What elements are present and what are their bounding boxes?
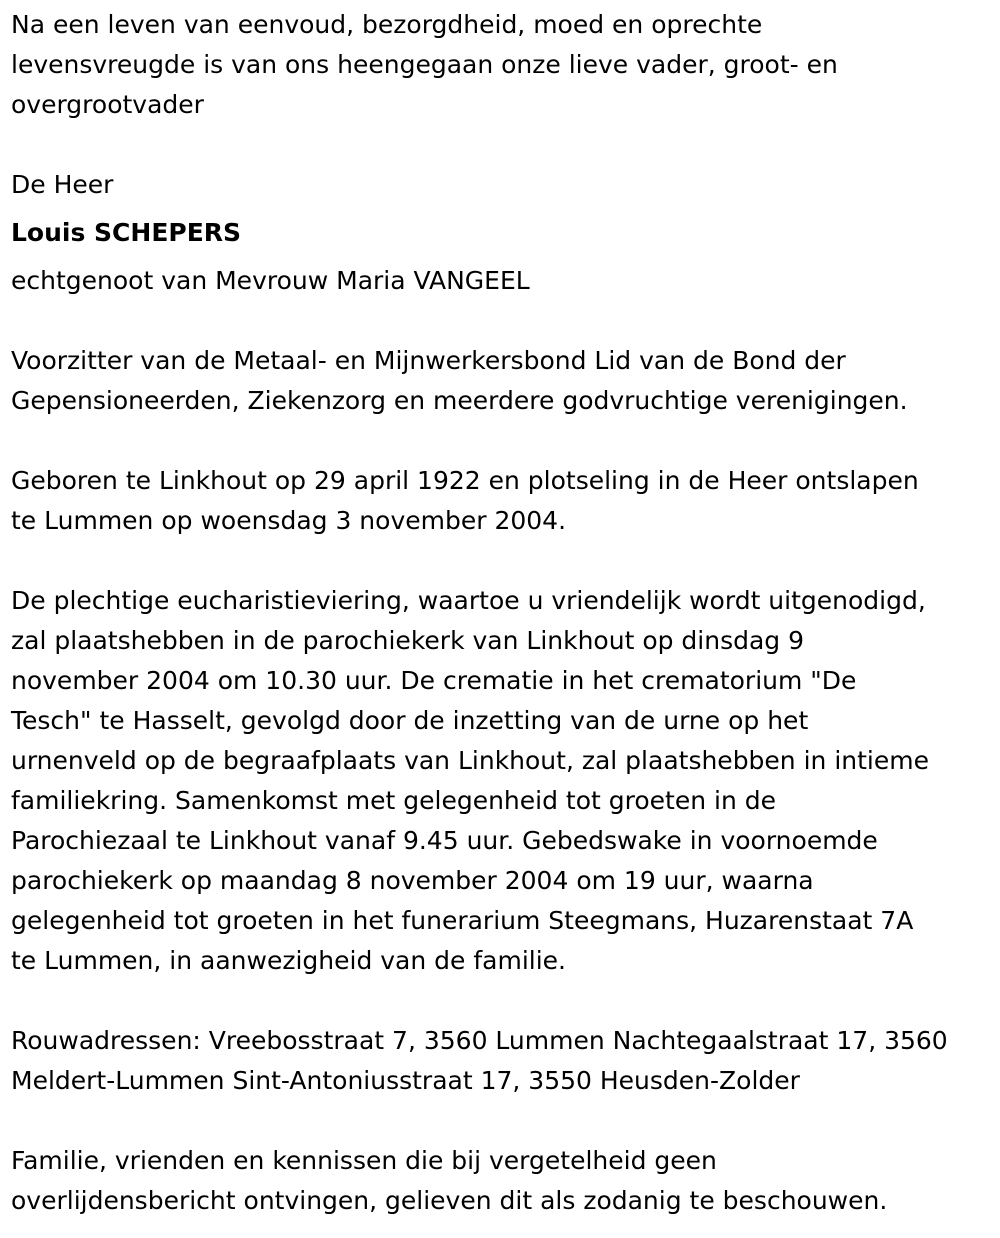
- closing-line: overlijdensbericht ontvingen, gelieven dit als zodanig te beschouwen.: [11, 1186, 888, 1215]
- closing-paragraph: [11, 1141, 1000, 1221]
- ceremony-line: zal plaatshebben in de parochiekerk van Linkhout op dinsdag 9: [11, 626, 805, 655]
- ceremony-line: Parochiezaal te Linkhout vanaf 9.45 uur. Gebedswake in voornoemde: [11, 826, 878, 855]
- ceremony-line: Tesch" te Hasselt, gevolgd door de inzetting van de urne op het: [11, 706, 809, 735]
- deceased-name: Louis SCHEPERS: [11, 218, 242, 247]
- addresses-paragraph: [11, 1021, 1000, 1101]
- ceremony-line: november 2004 om 10.30 uur. De crematie in het crematorium "De: [11, 666, 857, 695]
- roles-line: Gepensioneerden, Ziekenzorg en meerdere godvruchtige verenigingen.: [11, 386, 908, 415]
- birth-death-line: te Lummen op woensdag 3 november 2004.: [11, 506, 567, 535]
- roles-line: Voorzitter van de Metaal- en Mijnwerkersbond Lid van de Bond der: [11, 346, 846, 375]
- intro-line: overgrootvader: [11, 90, 204, 119]
- intro-line: Na een leven van eenvoud, bezorgdheid, moed en oprechte: [11, 10, 763, 39]
- birth-death-line: Geboren te Linkhout op 29 april 1922 en plotseling in de Heer ontslapen: [11, 466, 919, 495]
- addresses-line: Rouwadressen: Vreebosstraat 7, 3560 Lummen Nachtegaalstraat 17, 3560: [11, 1026, 948, 1055]
- birth-death-paragraph: [11, 461, 1000, 541]
- ceremony-line: parochiekerk op maandag 8 november 2004 om 19 uur, waarna: [11, 866, 814, 895]
- honorific-title: De Heer: [11, 170, 114, 199]
- ceremony-line: te Lummen, in aanwezigheid van de familie.: [11, 946, 567, 975]
- ceremony-line: gelegenheid tot groeten in het funerarium Steegmans, Huzarenstaat 7A: [11, 906, 914, 935]
- roles-paragraph: [11, 341, 1000, 421]
- ceremony-paragraph: [11, 581, 1000, 981]
- addresses-line: Meldert-Lummen Sint-Antoniusstraat 17, 3550 Heusden-Zolder: [11, 1066, 800, 1095]
- intro-paragraph: [11, 5, 1000, 125]
- closing-line: Familie, vrienden en kennissen die bij vergetelheid geen: [11, 1146, 717, 1175]
- ceremony-line: De plechtige eucharistieviering, waartoe u vriendelijk wordt uitgenodigd,: [11, 586, 926, 615]
- spouse-line: echtgenoot van Mevrouw Maria VANGEEL: [11, 266, 530, 295]
- ceremony-line: urnenveld op de begraafplaats van Linkhout, zal plaatshebben in intieme: [11, 746, 929, 775]
- intro-line: levensvreugde is van ons heengegaan onze lieve vader, groot- en: [11, 50, 838, 79]
- ceremony-line: familiekring. Samenkomst met gelegenheid tot groeten in de: [11, 786, 777, 815]
